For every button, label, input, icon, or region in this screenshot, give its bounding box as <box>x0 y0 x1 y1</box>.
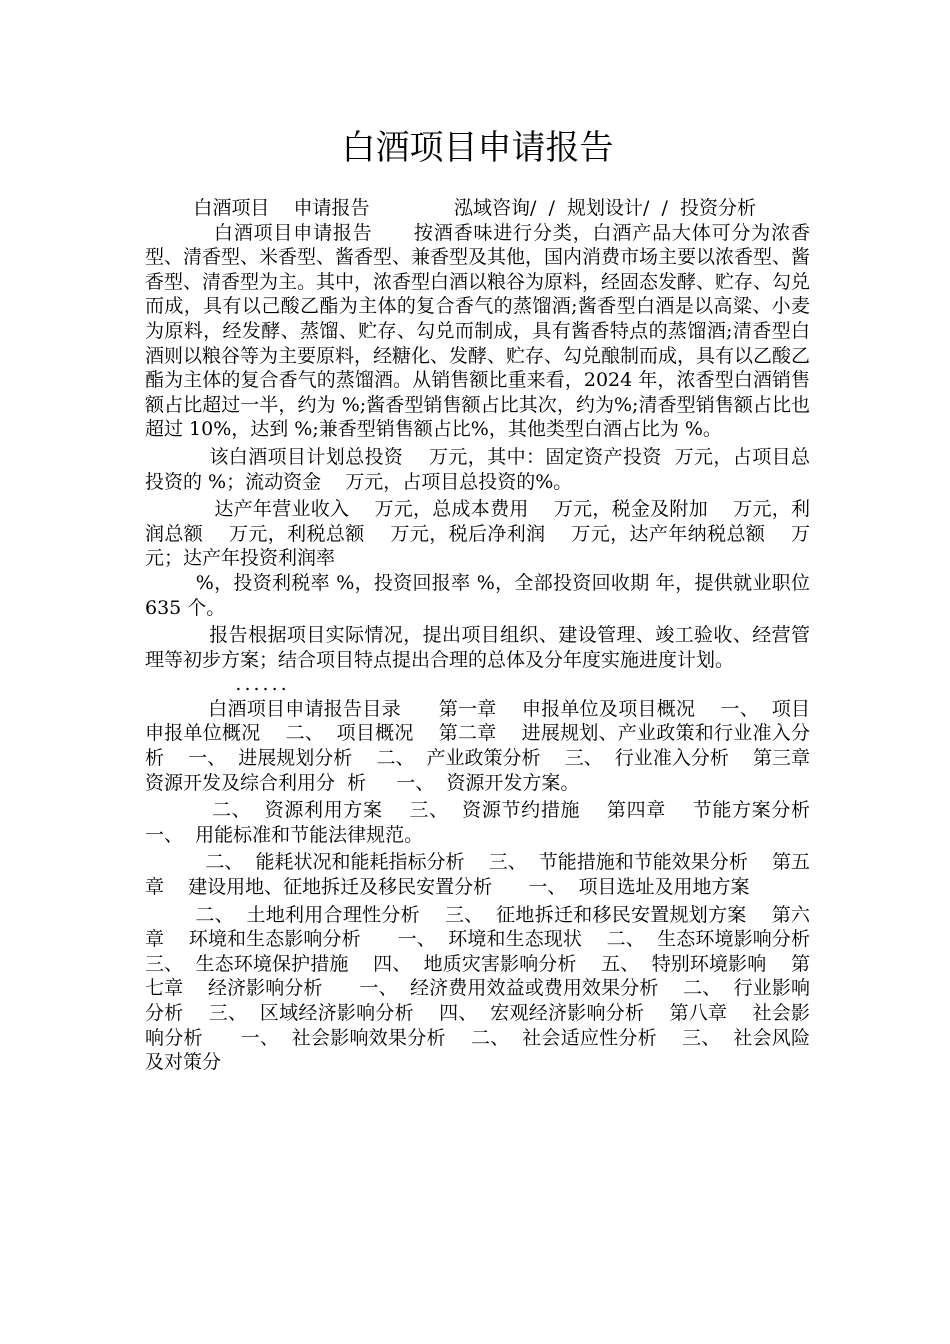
revenue-paragraph: 达产年营业收入 万元，总成本费用 万元，税金及附加 万元，利润总额 万元，利税总额 万元，税后净利润 万元，达产年纳税总额 万元；达产年投资利润率 <box>145 498 810 570</box>
toc-paragraph-2: 二、 资源利用方案 三、 资源节约措施 第四章 节能方案分析 一、 用能标准和节能法律规范。 <box>145 799 835 846</box>
toc-paragraph-3: 二、 能耗状况和能耗指标分析 三、 节能措施和节能效果分析 第五章 建设用地、征地拆迁及移民安置分析 一、 项目选址及用地方案 <box>145 851 810 899</box>
investment-paragraph: 该白酒项目计划总投资 万元，其中：固定资产投资 万元，占项目总投资的 %；流动资金 万元，占项目总投资的%。 <box>145 445 810 493</box>
document-title: 白酒项目申请报告 <box>341 128 614 168</box>
toc-paragraph-4: 二、 土地利用合理性分析 三、 征地拆迁和移民安置规划方案 第六章 环境和生态影响分析 一、 环境和生态现状 二、 生态环境影响分析 三、 生态环境保护措施 四、 地质灾害影响分析 五、 特别环境影响 第七章 经济影响分析 一、 经济费用效益或费用效果分析 二、 行业影响分析 三、 区域经济影响分析 四、 宏观经济影响分析 第八章 社会影响分析 一、 社会影响效果分析 二、 社会适应性分析 三、 社会风险及对策分 <box>145 903 835 1074</box>
toc-paragraph-1: 白酒项目申请报告目录 第一章 申报单位及项目概况 一、 项目申报单位概况 二、 项目概况 第二章 进展规划、产业政策和行业准入分析 一、 进展规划分析 二、 产业政策分析 三、 行业准入分析 第三章 资源开发及综合利用分 析 一、 资源开发方案。 <box>145 697 835 794</box>
header-line: 白酒项目 申请报告 泓域咨询/ / 规划设计/ / 投资分析 <box>145 197 756 219</box>
ellipsis-line: ...... <box>145 673 290 696</box>
intro-paragraph: 白酒项目申请报告 按酒香味进行分类，白酒产品大体可分为浓香型、清香型、米香型、酱香型、兼香型及其他，国内消费市场主要以浓香型、酱香型、清香型为主。其中，浓香型白酒以粮谷为原料，经固态发酵、贮存、勾兑而成，具有以己酸乙酯为主体的复合香气的蒸馏酒;酱香型白酒是以高粱、小麦为原料，经发酵、蒸馏、贮存、勾兑而制成，具有酱香特点的蒸馏酒;清香型白酒则以粮谷等为主要原料，经糖化、发酵、贮存、勾兑酿制而成，具有以乙酸乙酯为主体的复合香气的蒸馏酒。从销售额比重来看，2024 年，浓香型白酒销售额占比超过一半，约为 %;酱香型销售额占比其次，约为%;清香型销售额占比也超过 10%，达到 %;兼香型销售额占比%，其他类型白酒占比为 %。 <box>145 221 811 441</box>
returns-paragraph: %，投资利税率 %，投资回报率 %，全部投资回收期 年，提供就业职位 635 个。 <box>145 571 817 619</box>
plan-paragraph: 报告根据项目实际情况，提出项目组织、建设管理、竣工验收、经营管理等初步方案；结合项目特点提出合理的总体及分年度实施进度计划。 <box>145 624 810 671</box>
